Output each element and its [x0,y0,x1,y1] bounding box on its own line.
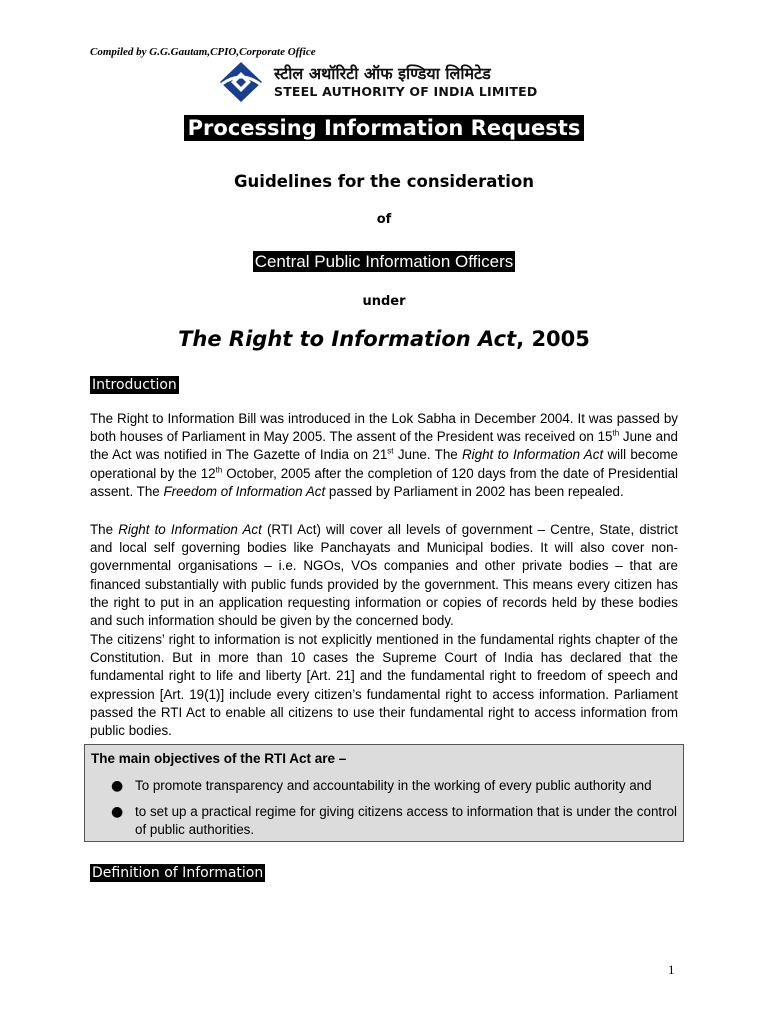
sail-logo-icon [218,60,264,104]
objectives-title: The main objectives of the RTI Act are – [91,751,347,766]
definition-heading: Definition of Information [92,865,264,881]
introduction-heading: Introduction [92,377,177,393]
objective-item-1: To promote transparency and accountability in the working of every public authority and [135,778,652,793]
under-text: under [362,294,406,309]
page-number: 1 [668,962,675,977]
of-text: of [376,212,392,227]
cpio-heading: Central Public Information Officers [254,252,514,271]
objectives-box [84,744,684,842]
sail-logo [218,60,538,104]
objective-item-2: to set up a practical regime for giving citizens access to information that is under the control of public authorities. [135,804,677,838]
intro-paragraph-2: The Right to Information Act (RTI Act) will cover all levels of government – Centre, State, district and local self governing bodies like Panchayats and Municipal bodies. It will also cover non- governmental organisations – i.e. NGOs, VOs companies and other private bodies – that are financed substantially with public funds provided by the government. This means every citizen has the right to put in an application requesting information or copies of records held by these bodies and such information should be given by the concerned body. [90,522,678,629]
logo-hindi-text: स्टील अथॉरिटी ऑफ इण्डिया लिमिटेड [274,64,491,83]
bullet-icon: ● [111,778,124,794]
intro-paragraph-3: The citizens’ right to information is not explicitly mentioned in the fundamental rights chapter of the Constitution. But in more than 10 cases the Supreme Court of India has declared that the fundamental right to life and liberty [Art. 21] and the fundamental right to freedom of speech and expression [Art. 19(1)] include every citizen’s fundamental right to access information. Parliament passed the RTI Act to enable all citizens to use their fundamental right to access information from public bodies. [90,632,678,739]
document-title: Processing Information Requests [0,116,768,140]
intro-paragraph-1: The Right to Information Bill was introduced in the Lok Sabha in December 2004. It was passed by both houses of Parliament in May 2005. The assent of the President was received on 15th June and the Act was notified in The Gazette of India on 21st June. The Right to Information Act will become operational by the 12th October, 2005 after the completion of 120 days from the date of Presidential assent. The Freedom of Information Act passed by Parliament in 2002 has been repealed. [90,411,678,499]
bullet-icon: ● [111,804,124,820]
document-subtitle: Guidelines for the consideration [234,172,534,191]
act-title: The Right to Information Act, 2005 [178,327,590,351]
compiled-by-note: Compiled by G.G.Gautam,CPIO,Corporate Office [90,46,316,58]
logo-english-text: STEEL AUTHORITY OF INDIA LIMITED [274,84,538,99]
